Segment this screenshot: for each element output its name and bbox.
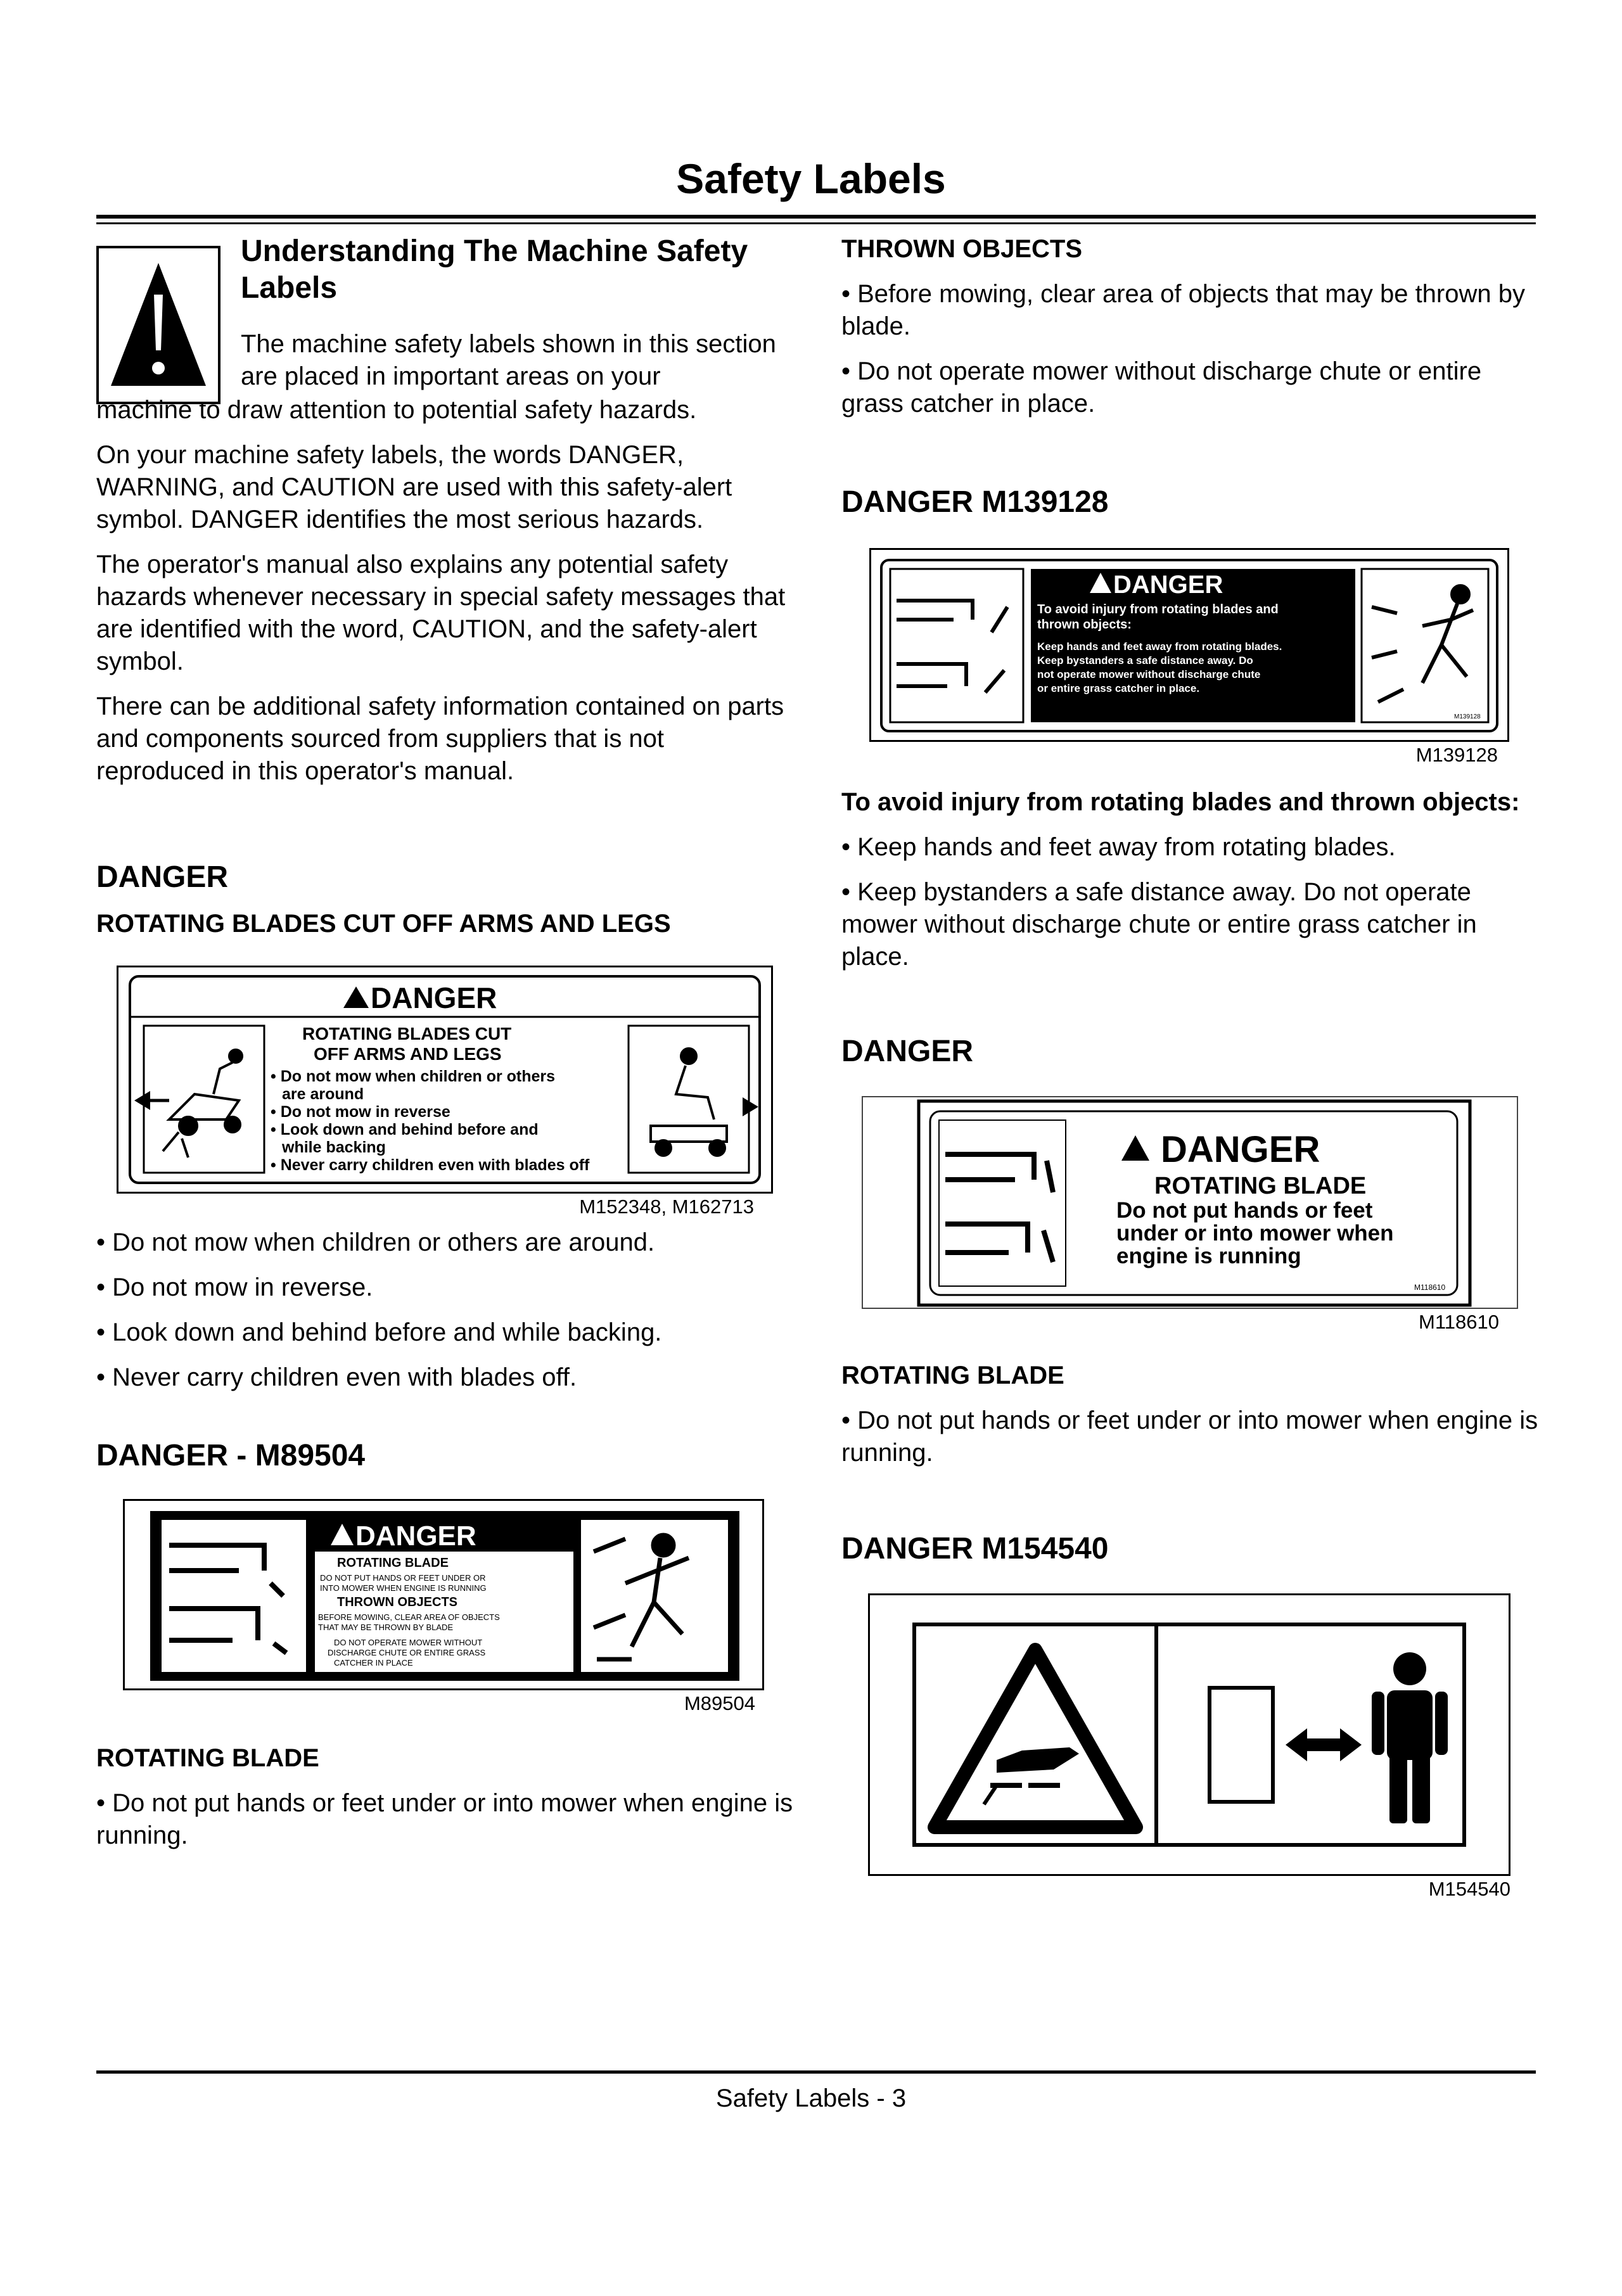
label-alert-icon <box>343 986 369 1008</box>
svg-text:• Never carry children even wi: • Never carry children even with blades off <box>271 1156 590 1174</box>
svg-text:INTO MOWER WHEN ENGINE IS RUNN: INTO MOWER WHEN ENGINE IS RUNNING <box>320 1583 487 1593</box>
svg-text:while backing: while backing <box>282 1138 386 1156</box>
label-m89504 <box>123 1499 764 1690</box>
intro-paragraph-cont: machine to draw attention to potential safety hazards. <box>96 396 697 424</box>
label-caption: M89504 <box>684 1692 755 1714</box>
svg-text:M139128: M139128 <box>1454 713 1481 720</box>
thrown-objects-subheading: THROWN OBJECTS <box>841 235 1082 263</box>
left-column <box>96 233 793 1865</box>
label-m152348 <box>117 966 773 1194</box>
warning-intro-text: To avoid injury from rotating blades and thrown objects: <box>841 788 1520 816</box>
bullet-item: • Do not mow when children or others are around. <box>96 1228 655 1256</box>
bullet-item: • Look down and behind before and while backing. <box>96 1318 662 1346</box>
svg-text:• Do not mow when children or: • Do not mow when children or others <box>271 1068 556 1085</box>
machine-outline-icon <box>1210 1688 1273 1802</box>
page-footer: Safety Labels - 3 <box>715 2084 907 2112</box>
danger-heading: DANGER <box>841 1035 974 1068</box>
rider-mower-reverse-icon <box>163 1050 242 1158</box>
svg-text:Keep bystanders a safe distanc: Keep bystanders a safe distance away. Do <box>1037 654 1253 666</box>
mower-deck-blade-icon <box>945 1154 1053 1262</box>
danger-m89504-heading: DANGER - M89504 <box>96 1439 366 1472</box>
svg-text:CATCHER IN PLACE: CATCHER IN PLACE <box>334 1658 413 1668</box>
svg-text:M118610: M118610 <box>1414 1283 1446 1292</box>
bullet-item: • Do not mow in reverse. <box>96 1273 373 1301</box>
svg-text:DISCHARGE CHUTE OR ENTIRE GRAS: DISCHARGE CHUTE OR ENTIRE GRASS <box>328 1648 486 1657</box>
label-caption: M139128 <box>1415 744 1498 766</box>
label-alert-icon <box>1121 1135 1149 1161</box>
label-m139128 <box>869 548 1509 742</box>
svg-text:Keep hands and feet away from: Keep hands and feet away from rotating blades. <box>1037 641 1282 653</box>
intro-title: Understanding The Machine Safety Labels <box>241 234 748 305</box>
page-title: Safety Labels <box>676 155 946 202</box>
svg-text:ROTATING BLADE: ROTATING BLADE <box>337 1556 449 1570</box>
label-m89504-graphic <box>125 1501 762 1688</box>
right-column <box>841 233 1538 1901</box>
svg-text:or entire grass catcher in pla: or entire grass catcher in place. <box>1037 682 1200 694</box>
svg-text:• Look down and behind before: • Look down and behind before and <box>271 1121 539 1138</box>
label-header: DANGER <box>1113 571 1223 599</box>
mower-deck-blade-icon <box>897 601 1007 692</box>
label-m154540 <box>868 1593 1510 1876</box>
header-rule <box>96 215 1536 219</box>
rotating-blade-subheading: ROTATING BLADE <box>96 1744 319 1772</box>
intro-paragraph-2: On your machine safety labels, the words DANGER, WARNING, and CAUTION are used with this safety-alert symbol. DANGER identifies the most serious hazards. <box>96 441 732 533</box>
label-header: DANGER <box>371 981 497 1014</box>
intro-paragraph-4: There can be additional safety information contained on parts and components sourced from suppliers that is not reproduced in this operator's manual. <box>96 692 784 785</box>
intro-paragraph-3: The operator's manual also explains any potential safety hazards whenever necessary in special safety messages that are identified with the word, CAUTION, and the safety-alert symbol. <box>96 551 786 675</box>
rotating-blade-subheading: ROTATING BLADE <box>841 1362 1064 1389</box>
person-icon <box>1372 1652 1448 1823</box>
label-m118610 <box>862 1096 1518 1309</box>
svg-text:• Do not mow in reverse: • Do not mow in reverse <box>271 1103 450 1121</box>
svg-text:are around: are around <box>282 1085 364 1103</box>
svg-text:THROWN OBJECTS: THROWN OBJECTS <box>337 1595 457 1609</box>
label-caption: M118610 <box>1419 1311 1499 1333</box>
mower-hazard-triangle-icon <box>935 1650 1136 1827</box>
intro-section <box>96 233 793 423</box>
svg-text:OFF ARMS AND LEGS: OFF ARMS AND LEGS <box>314 1044 502 1064</box>
safety-alert-box <box>96 246 220 404</box>
label-caption: M154540 <box>1428 1878 1510 1900</box>
label-m154540-graphic <box>870 1595 1509 1874</box>
svg-text:ROTATING BLADE: ROTATING BLADE <box>1154 1173 1367 1199</box>
danger-m154540-heading: DANGER M154540 <box>841 1532 1109 1566</box>
svg-text:DO NOT OPERATE MOWER WITHOUT: DO NOT OPERATE MOWER WITHOUT <box>334 1638 483 1647</box>
bullet-item: • Never carry children even with blades off. <box>96 1363 577 1391</box>
bullet-item: • Do not operate mower without discharge chute or entire grass catcher in place. <box>841 357 1482 418</box>
svg-text:not operate mower without disc: not operate mower without discharge chute <box>1037 668 1261 680</box>
svg-text:BEFORE MOWING, CLEAR AREA OF O: BEFORE MOWING, CLEAR AREA OF OBJECTS <box>318 1612 500 1622</box>
svg-text:under or into mower when: under or into mower when <box>1116 1221 1394 1246</box>
bullet-item: • Keep bystanders a safe distance away. Do not operate mower without discharge chute or entire grass catcher in place. <box>841 878 1477 971</box>
label-m118610-graphic <box>863 1097 1517 1308</box>
svg-text:thrown objects:: thrown objects: <box>1037 618 1132 632</box>
thrown-objects-person-icon <box>1372 586 1473 702</box>
label-m152348-graphic <box>118 967 771 1192</box>
bullet-item: • Before mowing, clear area of objects that may be thrown by blade. <box>841 280 1525 340</box>
bullet-item: • Keep hands and feet away from rotating blades. <box>841 833 1396 861</box>
svg-text:ROTATING BLADES CUT: ROTATING BLADES CUT <box>302 1024 512 1043</box>
label-header: DANGER <box>355 1521 476 1552</box>
svg-text:DO NOT PUT HANDS OR FEET UNDER: DO NOT PUT HANDS OR FEET UNDER OR <box>320 1573 486 1583</box>
keep-distance-arrow-icon <box>1286 1728 1362 1761</box>
rider-mower-child-icon <box>651 1049 727 1156</box>
bullet-item: • Do not put hands or feet under or into mower when engine is running. <box>96 1789 793 1849</box>
danger-heading: DANGER <box>96 860 229 894</box>
svg-text:engine is running: engine is running <box>1116 1244 1301 1268</box>
svg-text:Do not put hands or feet: Do not put hands or feet <box>1116 1198 1373 1223</box>
label-m139128-graphic <box>871 550 1507 740</box>
safety-alert-icon <box>105 255 212 395</box>
header-rule-thin <box>96 222 1536 224</box>
rotating-blades-subheading: ROTATING BLADES CUT OFF ARMS AND LEGS <box>96 910 671 938</box>
svg-text:THAT MAY BE THROWN BY BLADE: THAT MAY BE THROWN BY BLADE <box>318 1623 454 1632</box>
footer-rule <box>96 2070 1536 2074</box>
bullet-item: • Do not put hands or feet under or into mower when engine is running. <box>841 1406 1538 1467</box>
label-header: DANGER <box>1161 1129 1320 1170</box>
intro-paragraph-start: The machine safety labels shown in this section are placed in important areas on your <box>241 330 776 390</box>
svg-text:To avoid injury from rotating: To avoid injury from rotating blades and <box>1037 603 1279 616</box>
label-caption: M152348, M162713 <box>579 1196 754 1218</box>
danger-m139128-heading: DANGER M139128 <box>841 485 1109 519</box>
